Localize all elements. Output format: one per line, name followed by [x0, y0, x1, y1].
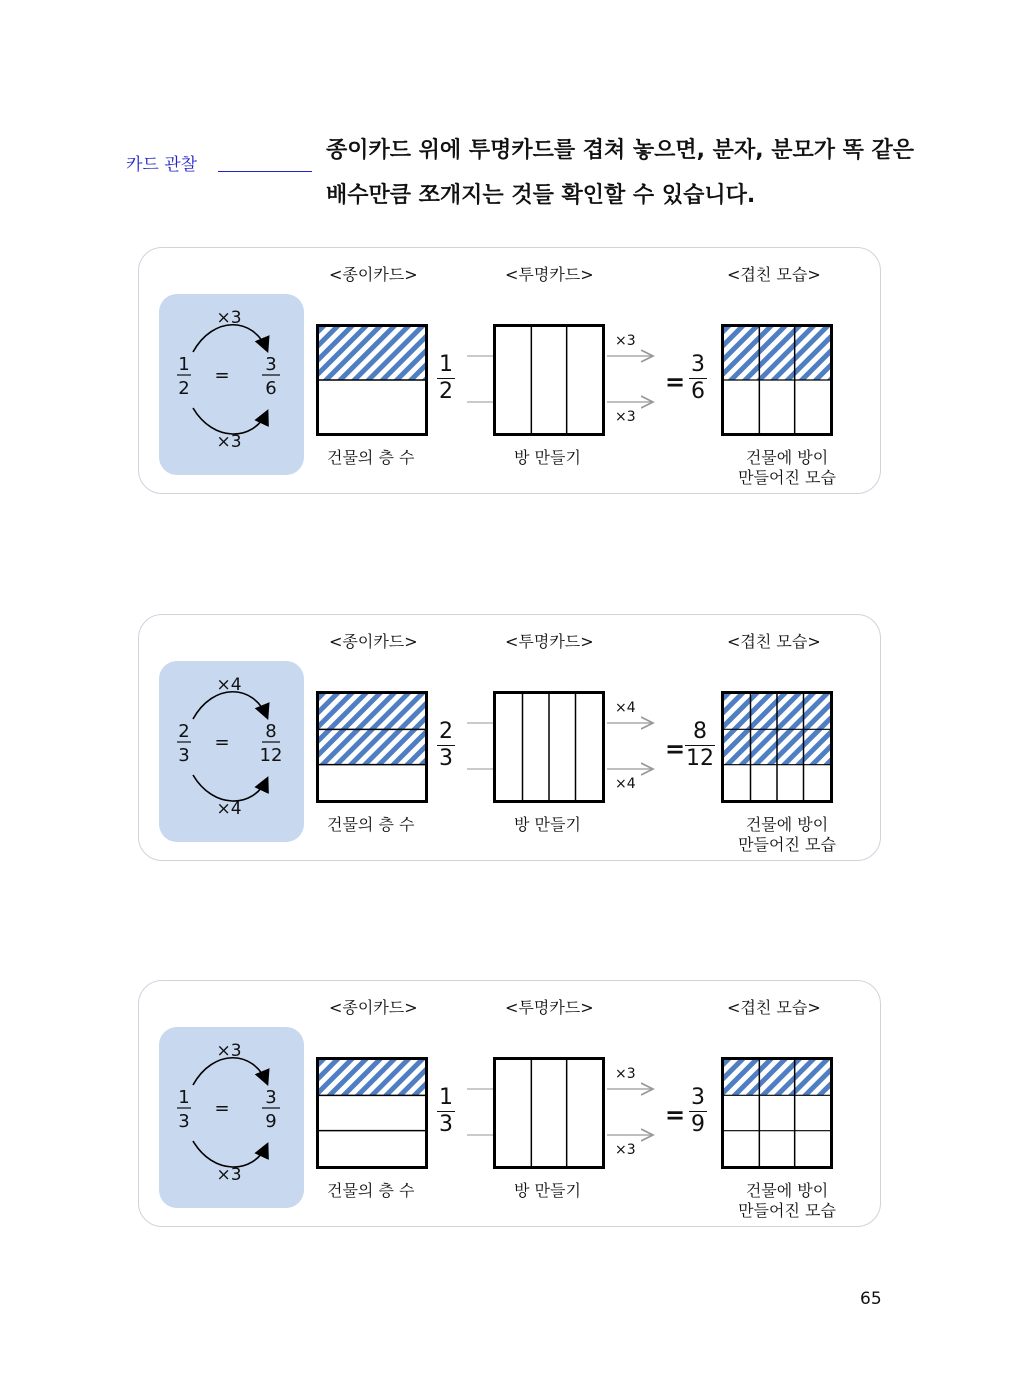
shaded-room: [795, 1060, 830, 1095]
paper-fraction-denominator: 2: [439, 379, 453, 404]
floors-caption: 건물의 층 수: [327, 1181, 415, 1200]
fraction-panel-3: [138, 980, 881, 1227]
empty-room: [759, 380, 794, 433]
empty-room: [795, 380, 830, 433]
empty-room: [724, 1131, 759, 1166]
top-arrow-multiplier: ×3: [615, 1066, 636, 1082]
small-new-numerator: 3: [265, 1087, 277, 1108]
small-numerator: 1: [178, 354, 190, 375]
result-caption: [707, 815, 867, 855]
result-fraction-denominator: 9: [691, 1112, 705, 1137]
intro-line-1: 종이카드 위에 투명카드를 겹쳐 놓으면, 분자, 분모가 똑 같은: [326, 138, 915, 163]
shaded-room: [751, 729, 778, 764]
empty-room: [804, 765, 831, 800]
result-caption-line-1: 건물에 방이: [745, 815, 829, 834]
shaded-room: [724, 729, 751, 764]
result-caption: [707, 448, 867, 488]
paper-card-heading: <종이카드>: [329, 265, 418, 284]
result-caption-line-1: 건물에 방이: [745, 448, 829, 467]
small-equals: =: [214, 1098, 230, 1119]
empty-room: [795, 1095, 830, 1130]
clear-card-heading: <투명카드>: [505, 632, 594, 651]
result-equals: =: [665, 735, 686, 763]
top-multiplier: ×3: [216, 308, 242, 328]
empty-room: [724, 1095, 759, 1130]
result-equals: =: [665, 368, 686, 396]
empty-room: [777, 765, 804, 800]
small-new-denominator: 6: [265, 378, 277, 399]
paper-card-heading: <종이카드>: [329, 998, 418, 1017]
empty-room: [759, 1095, 794, 1130]
bottom-arrow-multiplier: ×4: [615, 776, 636, 792]
small-new-denominator: 9: [265, 1111, 277, 1132]
small-equals: =: [214, 732, 230, 753]
shaded-room: [777, 694, 804, 729]
rooms-caption: 방 만들기: [514, 1181, 581, 1200]
paper-card-heading: <종이카드>: [329, 632, 418, 651]
shaded-room: [751, 694, 778, 729]
result-caption: [707, 1181, 867, 1221]
bottom-arc-arrow: [193, 775, 267, 801]
empty-room: [724, 380, 759, 433]
clear-card-heading: <투명카드>: [505, 265, 594, 284]
fraction-panel-2: [138, 614, 881, 861]
paper-fraction-numerator: 2: [439, 719, 453, 744]
result-fraction: [685, 720, 715, 771]
result-fraction-denominator: 6: [691, 379, 705, 404]
intro-text: [326, 128, 946, 218]
empty-room: [759, 1131, 794, 1166]
small-denominator: 2: [178, 378, 190, 399]
result-fraction-numerator: 3: [691, 352, 705, 377]
paper-fraction-denominator: 3: [439, 746, 453, 771]
empty-room: [795, 1131, 830, 1166]
section-tag-underline: [218, 171, 312, 172]
paper-fraction-denominator: 3: [439, 1112, 453, 1137]
small-numerator: 2: [178, 721, 190, 742]
top-arrow-multiplier: ×4: [615, 700, 636, 716]
result-fraction-numerator: 8: [693, 719, 707, 744]
bottom-multiplier: ×4: [216, 799, 242, 819]
overlap-grid: [721, 1057, 833, 1169]
result-fraction: [689, 353, 707, 404]
shaded-room: [724, 327, 759, 380]
top-multiplier: ×3: [216, 1041, 242, 1061]
overlap-heading: <겹친 모습>: [727, 632, 821, 651]
bottom-multiplier: ×3: [216, 432, 242, 452]
small-denominator: 3: [178, 745, 190, 766]
fraction-panel-1: [138, 247, 881, 494]
result-equals: =: [665, 1101, 686, 1129]
shaded-room: [759, 1060, 794, 1095]
result-fraction-denominator: 12: [686, 746, 714, 771]
small-equals: =: [214, 365, 230, 386]
overlap-heading: <겹친 모습>: [727, 998, 821, 1017]
small-denominator: 3: [178, 1111, 190, 1132]
rooms-caption: 방 만들기: [514, 448, 581, 467]
shaded-room: [724, 1060, 759, 1095]
small-numerator: 1: [178, 1087, 190, 1108]
result-caption-line-1: 건물에 방이: [745, 1181, 829, 1200]
shaded-room: [724, 694, 751, 729]
section-tag: 카드 관찰: [126, 155, 198, 175]
floors-caption: 건물의 층 수: [327, 815, 415, 834]
overlap-grid: [721, 691, 833, 803]
bottom-arc-arrow: [193, 1141, 267, 1167]
bottom-arc-arrow: [193, 408, 267, 434]
bottom-arrow-multiplier: ×3: [615, 409, 636, 425]
shaded-room: [804, 694, 831, 729]
small-new-denominator: 12: [259, 745, 283, 766]
overlap-heading: <겹친 모습>: [727, 265, 821, 284]
shaded-room: [777, 729, 804, 764]
empty-room: [724, 765, 751, 800]
floors-caption: 건물의 층 수: [327, 448, 415, 467]
small-new-numerator: 3: [265, 354, 277, 375]
top-arrow-multiplier: ×3: [615, 333, 636, 349]
intro-line-2: 배수만큼 쪼개지는 것들 확인할 수 있습니다.: [326, 183, 756, 208]
bottom-multiplier: ×3: [216, 1165, 242, 1185]
paper-fraction-numerator: 1: [439, 1085, 453, 1110]
shaded-room: [795, 327, 830, 380]
result-caption-line-2: 만들어진 모습: [738, 468, 836, 487]
shaded-room: [804, 729, 831, 764]
shaded-room: [759, 327, 794, 380]
result-fraction-numerator: 3: [691, 1085, 705, 1110]
result-fraction: [689, 1086, 707, 1137]
result-caption-line-2: 만들어진 모습: [738, 835, 836, 854]
overlap-grid: [721, 324, 833, 436]
small-new-numerator: 8: [265, 721, 277, 742]
clear-card-heading: <투명카드>: [505, 998, 594, 1017]
page-number: 65: [860, 1289, 882, 1309]
rooms-caption: 방 만들기: [514, 815, 581, 834]
top-multiplier: ×4: [216, 675, 242, 695]
result-caption-line-2: 만들어진 모습: [738, 1201, 836, 1220]
empty-room: [751, 765, 778, 800]
bottom-arrow-multiplier: ×3: [615, 1142, 636, 1158]
paper-fraction-numerator: 1: [439, 352, 453, 377]
